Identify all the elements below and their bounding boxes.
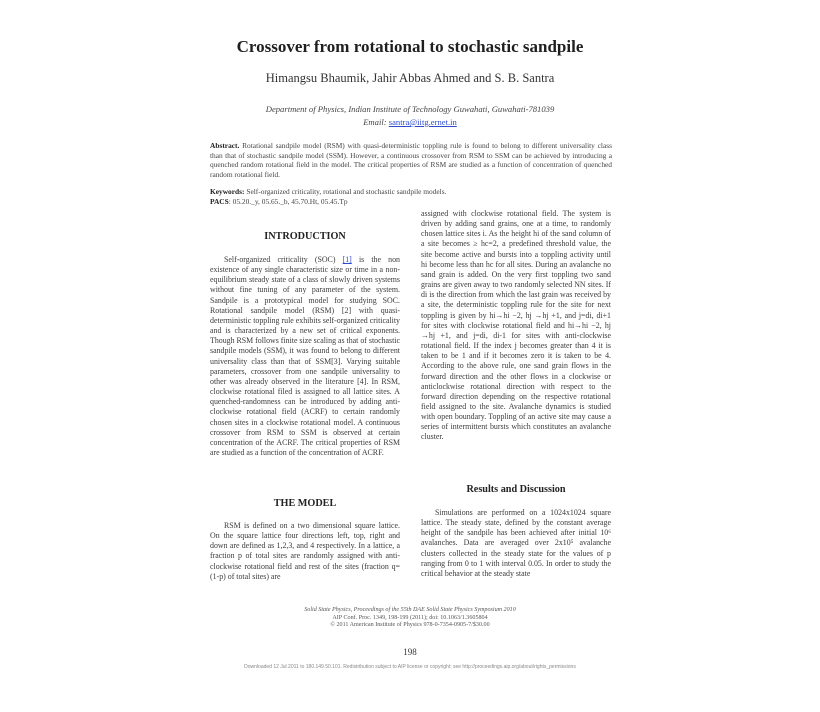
model-continuation-paragraph: assigned with clockwise rotational field. The system is driven by adding sand grains, one at a time, to randomly chosen lattice sites i. As the height hi of the sand column of a site becomes ≥ hc=2, a predefined threshold value, the site become active and bursts into a toppling activity until hi become less than hc for all sites. During an avalanche no sand grain is added. On the very first toppling two sand grains are given away to two randomly selected NN sites. If di is the direction from which the last grain was received by a site, the deterministic toppling rule for the site for next toppling is given by hi→hi −2, hj →hj +1, and j=di, di+1 for sites with clockwise rotational field and hi→hi −2, hj →hj +1, and j=di, di-1 for sites with anti-clockwise rotational field. If the index j becomes greater than 4 it is taken to be 1 and if it becomes zero it is taken to be 4. According to the above rule, one sand grain flows in the forward direction and the other flows in a clockwise or anticlockwise rotational direction with respect to the forward direction depending on the respective rotational field assigned to the site. Avalanche dynamics is studied with open boundary. Toppling of an active site may cause a series of intermittent bursts which constitutes an avalanche cluster. bbox=[421, 209, 611, 442]
keywords-label: Keywords: bbox=[210, 187, 245, 196]
footer-doi: AIP Conf. Proc. 1349, 198-199 (2011); doi: 10.1063/1.3605804 bbox=[332, 614, 488, 621]
footer-proceedings: Solid State Physics, Proceedings of the 55th DAE Solid State Physics Symposium 2010 bbox=[304, 607, 516, 613]
model-heading: THE MODEL bbox=[273, 498, 337, 509]
download-note: Downloaded 12 Jul 2011 to 180.149.50.101. Redistribution subject to AIP license or copyright; see http://proceedings.aip.org/about/rights_permissions bbox=[244, 664, 576, 670]
author-list: Himangsu Bhaumik, Jahir Abbas Ahmed and S. B. Santra bbox=[265, 71, 555, 85]
results-section bbox=[421, 508, 611, 579]
intro-paragraph bbox=[210, 255, 400, 458]
proceedings-footer bbox=[0, 607, 820, 630]
abstract bbox=[210, 141, 612, 179]
intro-heading: INTRODUCTION bbox=[264, 231, 346, 242]
email-link[interactable]: santra@iitg.ernet.in bbox=[388, 117, 457, 127]
email-label: Email: bbox=[363, 117, 387, 127]
model-section bbox=[210, 521, 400, 582]
email-line bbox=[0, 116, 820, 129]
model-paragraph: RSM is defined on a two dimensional square lattice. On the square lattice four directions left, top, right and down are defined as 1,2,3, and 4 respectively. In a lattice, a fraction p of total sites are randomly assigned with anti-clockwise rotational field and rest of the sites (fraction q=(1-p) of total sites) are bbox=[210, 521, 400, 581]
intro-text-a: Self-organized criticality (SOC) bbox=[224, 255, 343, 264]
intro-text-b: is the non existence of any single characteristic size or time in a non-equilibrium steady state of a class of slowly driven systems without fine tuning of any parameter of the system. Sandpile is a prototypical model for studying SOC. Rotational sandpile model (RSM) [2] with quasi-deterministic toppling rule exhibits self-organized criticality and is characterized by a new set of critical exponents. Though RSM follows finite size scaling as that of stochastic sandpile models (SSM), it was found to belong to different universality class than that of SSM[3]. Varying suitable parameters, crossover from one sandpile universality to other was already observed in the literature [4]. In RSM, clockwise rotational filed is assigned to all lattice sites. A quenched-randomness can be introduced by adding anti-clockwise rotational field (ACRF) to certain randomly chosen sites in a clockwise rotational model. A continuous crossover from RSM to SSM is observed at certain concentration of the ACRF. The critical properties of RSM are studied as a function of the concentration of ACRF. bbox=[210, 255, 401, 457]
keywords-line bbox=[210, 187, 612, 197]
abstract-text: Rotational sandpile model (RSM) with quasi-deterministic toppling rule is found to belong to different universality class than that of stochastic sandpile model (SSM). However, a continuous crossover from RSM to SSM can be achieved by introducing a quenched random rotational field in the model. The critical properties of RSM are studied as a function of concentration of quenched random rotational field. bbox=[210, 141, 612, 179]
pacs-text: : 05.20._y, 05.65._b, 45.70.Ht, 05.45.Tp bbox=[228, 196, 348, 206]
page-number: 198 bbox=[403, 647, 417, 657]
paper-title: Crossover from rotational to stochastic sandpile bbox=[236, 37, 584, 56]
citation-link[interactable]: [1] bbox=[342, 255, 352, 264]
results-paragraph: Simulations are performed on a 1024x1024 square lattice. The steady state, defined by the constant average height of the sandpile has been achieved after initial 10⁶ avalanches. Data are averaged over 2x10⁵ avalanche clusters collected in the steady state for the values of p ranging from 0 to 1 with interval 0.05. In order to study the critical behavior at the steady state bbox=[421, 508, 611, 578]
results-heading: Results and Discussion bbox=[466, 484, 566, 495]
footer-copyright: © 2011 American Institute of Physics 978-0-7354-0905-7/$30.00 bbox=[330, 622, 490, 629]
intro-section bbox=[210, 255, 400, 458]
keywords-text: Self-organized criticality, rotational and stochastic sandpile models. bbox=[244, 187, 447, 196]
affiliation: Department of Physics, Indian Institute of Technology Guwahati, Guwahati-781039 bbox=[265, 104, 555, 114]
pacs-label: PACS bbox=[210, 196, 229, 206]
model-continuation bbox=[421, 209, 611, 443]
affiliation-block bbox=[0, 103, 820, 129]
keywords-block bbox=[210, 187, 612, 206]
pacs-line bbox=[210, 197, 612, 207]
abstract-label: Abstract. bbox=[210, 141, 240, 150]
